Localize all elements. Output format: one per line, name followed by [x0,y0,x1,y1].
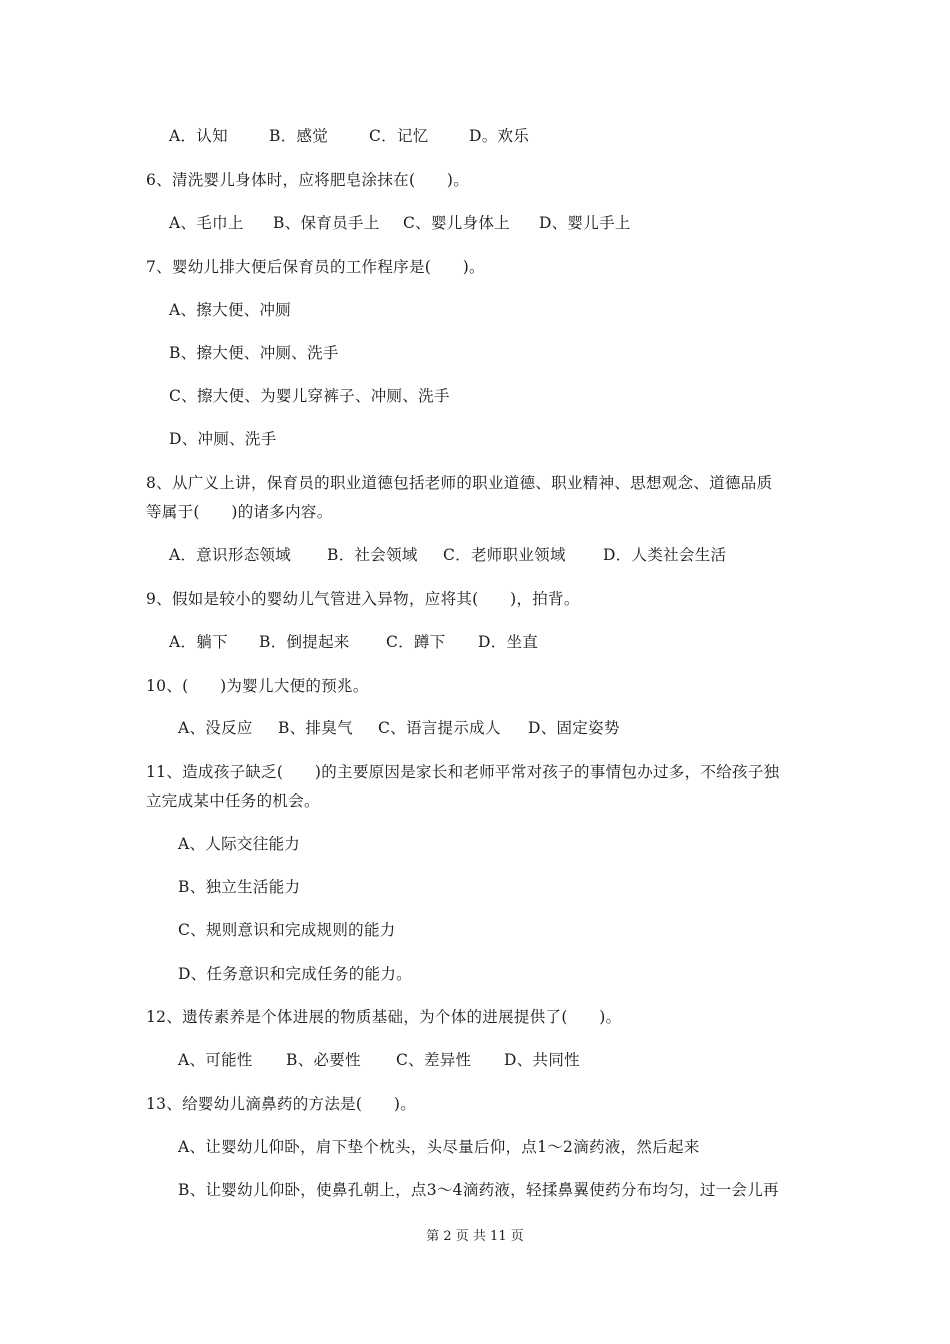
q9-stem: 9、假如是较小的婴幼儿气管进入异物，应将其( )，拍背。 [146,590,580,608]
q7-option-b: B、擦大便、冲厕、洗手 [169,344,339,362]
q12-option-c: C、差异性 [396,1051,472,1069]
q11-option-d: D、任务意识和完成任务的能力。 [178,965,412,983]
page-footer: 第 2 页 共 11 页 [426,1229,524,1244]
q13-option-a: A、让婴幼儿仰卧，肩下垫个枕头，头尽量后仰，点1～2滴药液，然后起来 [178,1138,700,1156]
q10-options [178,718,620,738]
q10-option-b: B、排臭气 [278,719,353,737]
q10-option-d: D、固定姿势 [528,719,620,737]
q7-stem: 7、婴幼儿排大便后保育员的工作程序是( )。 [146,258,485,276]
q13-stem: 13、给婴幼儿滴鼻药的方法是( )。 [146,1095,417,1113]
q7-option-c: C、擦大便、为婴儿穿裤子、冲厕、洗手 [169,387,450,405]
q12-option-b: B、必要性 [286,1051,361,1069]
q6-option-b: B、保育员手上 [273,214,380,232]
q8-stem-line2: 等属于( )的诸多内容。 [146,503,333,521]
q5-option-d: D。欢乐 [469,127,530,145]
q7-option-a: A、擦大便、冲厕 [169,301,292,319]
q9-option-b: B．倒提起来 [259,633,350,651]
q6-option-a: A、毛巾上 [169,214,244,232]
q11-option-c: C、规则意识和完成规则的能力 [178,921,396,939]
q5-option-c: C．记忆 [369,127,429,145]
q7-option-d: D、冲厕、洗手 [169,430,277,448]
q11-option-a: A、人际交往能力 [178,835,301,853]
q8-option-a: A．意识形态领域 [169,546,292,564]
q10-option-a: A、没反应 [178,719,253,737]
q11-option-b: B、独立生活能力 [178,878,301,896]
q9-option-c: C．蹲下 [386,633,446,651]
q8-option-c: C．老师职业领域 [443,546,566,564]
q9-option-a: A．躺下 [169,633,228,651]
q6-stem: 6、清洗婴儿身体时，应将肥皂涂抹在( )。 [146,171,470,189]
q13-option-b: B、让婴幼儿仰卧，使鼻孔朝上，点3～4滴药液，轻揉鼻翼使药分布均匀，过一会儿再 [178,1181,779,1199]
q5-option-b: B．感觉 [269,127,329,145]
q12-stem: 12、遗传素养是个体进展的物质基础，为个体的进展提供了( )。 [146,1008,622,1026]
q9-options [169,632,538,652]
q6-option-c: C、婴儿身体上 [403,214,510,232]
q5-option-a: A．认知 [169,127,228,145]
q6-option-d: D、婴儿手上 [539,214,631,232]
q8-stem-line1: 8、从广义上讲，保育员的职业道德包括老师的职业道德、职业精神、思想观念、道德品质 [146,474,773,492]
q8-option-d: D．人类社会生活 [603,546,727,564]
q8-options [169,545,726,565]
q12-option-d: D、共同性 [504,1051,580,1069]
q11-stem-line1: 11、造成孩子缺乏( )的主要原因是家长和老师平常对孩子的事情包办过多，不给孩子独 [146,763,780,781]
q12-options [178,1050,580,1070]
q10-stem: 10、( )为婴儿大便的预兆。 [146,677,369,695]
q10-option-c: C、语言提示成人 [378,719,501,737]
q8-option-b: B．社会领域 [327,546,418,564]
q11-stem-line2: 立完成某中任务的机会。 [146,792,320,810]
q5-options [169,126,529,146]
q6-options [169,213,631,233]
q12-option-a: A、可能性 [178,1051,253,1069]
q9-option-d: D．坐直 [478,633,539,651]
